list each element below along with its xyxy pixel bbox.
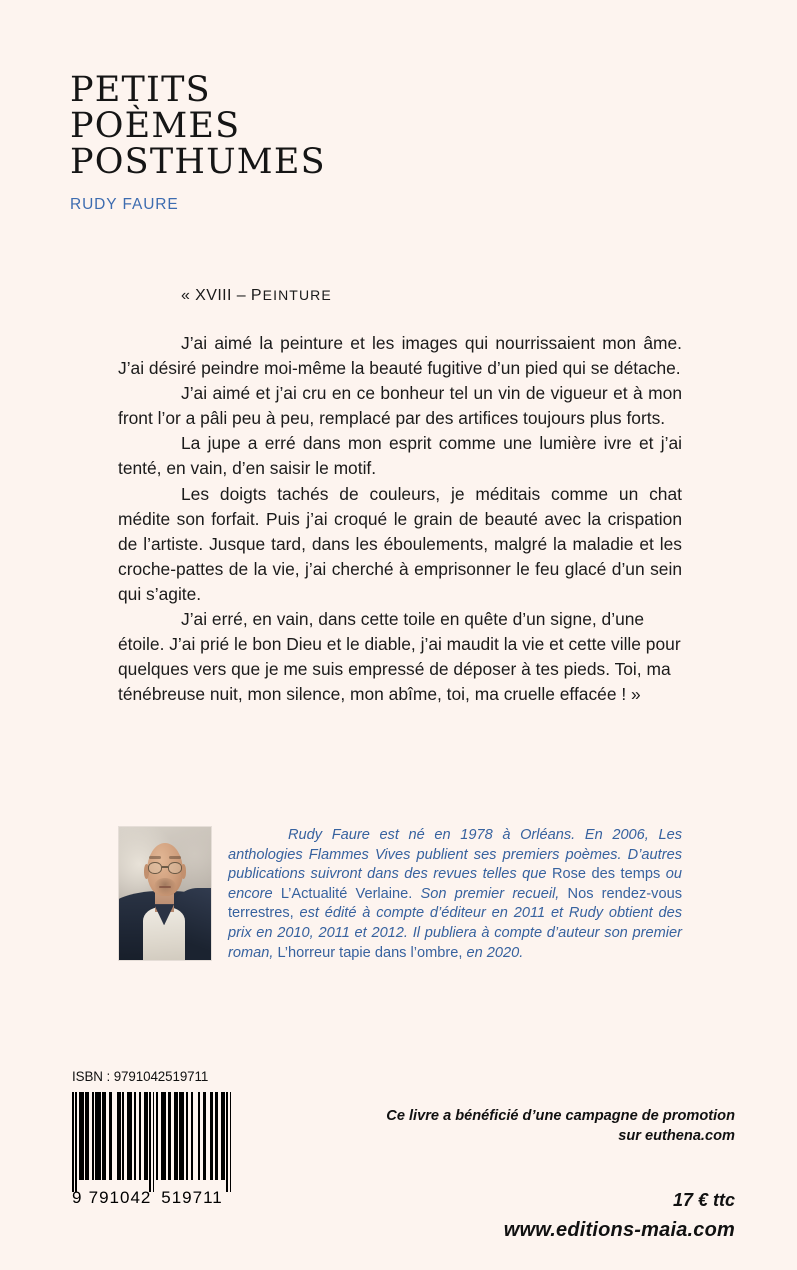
- poem-section: [118, 287, 682, 707]
- book-title-line-2: POÈMES: [70, 106, 241, 146]
- author-photo: [118, 826, 212, 961]
- bio-segment: est édité à compte d’éditeur en 2011 et Rudy obtient des prix en 2010, 2011 et 2012. Il publiera à compte d’auteur son premier roman,: [228, 905, 682, 961]
- author-name: RUDY FAURE: [70, 196, 179, 213]
- isbn-block: [72, 1069, 312, 1207]
- isbn-label: ISBN : 9791042519711: [72, 1069, 209, 1084]
- barcode-digits-left: 791042: [88, 1188, 152, 1207]
- poem-paragraph: J’ai erré, en vain, dans cette toile en quête d’un signe, d’une étoile. J’ai prié le bon Dieu et le diable, j’ai maudit la vie et cette ville pour quelques vers que je me suis empressé de déposer à tes pieds. Toi, ma ténébreuse nuit, mon silence, mon abîme, toi, ma cruelle effacée ! »: [118, 609, 681, 705]
- photo-glasses-lens-right: [168, 862, 183, 874]
- bio-segment: L’Actualité Verlaine.: [280, 885, 413, 902]
- poem-heading-quote: «: [181, 287, 191, 304]
- photo-eyebrow-right: [169, 856, 181, 859]
- poem-heading-name: PEINTURE: [250, 287, 332, 304]
- poem-paragraph: La jupe a erré dans mon esprit comme une lumière ivre et j’ai tenté, en vain, d’en saisir le motif.: [118, 433, 682, 479]
- ean13-barcode: [72, 1092, 232, 1207]
- bio-segment: Rudy Faure est né en 1978 à Orléans. En 2006, Les anthologies Flammes Vives publient ses premiers poèmes. D’autres publications suivront dans des revues telles que: [228, 827, 682, 883]
- barcode-bars: [72, 1092, 232, 1192]
- bio-segment: ou encore: [228, 866, 682, 902]
- poem-paragraph: J’ai aimé et j’ai cru en ce bonheur tel un vin de vigueur et à mon front l’or a pâli peu à peu, remplacé par des artifices toujours plus forts.: [118, 383, 682, 429]
- promo-line-1: Ce livre a bénéficié d’une campagne de promotion: [386, 1108, 735, 1124]
- price-label: 17 € ttc: [672, 1190, 735, 1210]
- poem-paragraph: J’ai aimé la peinture et les images qui nourrissaient mon âme. J’ai désiré peindre moi-même la beauté fugitive d’un pied qui se détache.: [118, 333, 682, 379]
- book-title-line-1: PETITS: [70, 70, 211, 110]
- photo-glasses-bridge: [162, 866, 168, 867]
- barcode-digit-first: 9: [72, 1188, 83, 1207]
- bio-segment: Rose des temps: [551, 866, 661, 883]
- photo-mouth: [159, 886, 170, 888]
- photo-glasses: [148, 862, 183, 874]
- bio-segment: Son premier recueil,: [412, 885, 568, 902]
- publisher-website: www.editions-maia.com: [503, 1219, 735, 1241]
- book-title-line-3: POSTHUMES: [70, 142, 326, 182]
- photo-glasses-lens-left: [148, 862, 163, 874]
- barcode-bar: [230, 1092, 232, 1192]
- author-bio-section: [118, 826, 682, 963]
- bio-segment: L’horreur tapie dans l’ombre,: [277, 944, 463, 961]
- bio-segment: Nos rendez-vous terrestres,: [228, 885, 682, 922]
- poem-body: [118, 331, 682, 707]
- poem-heading-number: XVIII: [195, 287, 232, 304]
- barcode-digits: [72, 1188, 232, 1208]
- poem-heading-dash: –: [236, 287, 247, 304]
- photo-eyebrow-left: [149, 856, 161, 859]
- title-block: [70, 72, 570, 214]
- poem-heading: [181, 287, 682, 305]
- promo-line-2: sur euthena.com: [618, 1128, 735, 1144]
- bio-segment: en 2020.: [462, 944, 524, 961]
- poem-paragraph: Les doigts tachés de couleurs, je méditais comme un chat médite son forfait. Puis j’ai croqué le grain de beauté avec la crispation de l’artiste. Jusque tard, dans les éboulements, malgré la maladie et les croche-pattes de la vie, j’ai cherché à emprisonner le feu glacé d’un sein qui s’agite.: [118, 483, 682, 604]
- publisher-block: [335, 1106, 735, 1242]
- barcode-digits-right: 519711: [161, 1188, 223, 1207]
